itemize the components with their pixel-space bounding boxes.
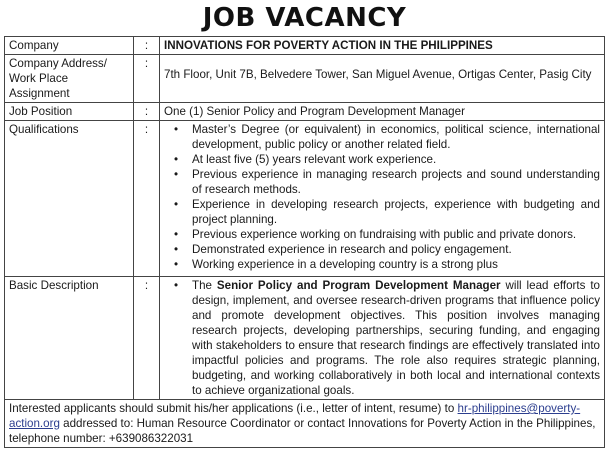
company-label: Company xyxy=(5,37,134,55)
address-label: Company Address/ Work Place Assignment xyxy=(5,55,134,103)
qualifications-colon: : xyxy=(134,121,160,277)
description-text: will lead efforts to design, implement, and oversee research-driven programs that influence policy and promote development objectives. This position involves managing research projects, developing partnerships, securing funding, and engaging with stakeholders to ensure that research findings are effectively translated into impactful policies and programs. The role also requires strategic planning, budgeting, and working collaboratively in both local and international contexts to achieve organizational goals. xyxy=(192,279,600,397)
bullet-icon: • xyxy=(174,168,179,181)
footer-after: addressed to: Human Resource Coordinator or contact Innovations for Poverty Action in the Philippines, telephone number: +639086322031 xyxy=(9,417,596,445)
qualifications-label: Qualifications xyxy=(5,121,134,277)
description-row xyxy=(5,277,605,400)
address-colon: : xyxy=(134,55,160,103)
footer-row xyxy=(5,400,605,448)
qualification-item: • Master’s Degree (or equivalent) in economics, political science, international development, public policy or another related field. xyxy=(174,123,600,151)
position-colon: : xyxy=(134,103,160,121)
description-value xyxy=(160,277,605,400)
application-instructions xyxy=(5,400,605,448)
qualifications-list xyxy=(164,122,600,275)
description-role: Senior Policy and Program Development Manager xyxy=(216,279,501,292)
bullet-icon: • xyxy=(174,258,179,271)
description-paragraph xyxy=(164,278,600,398)
description-label: Basic Description xyxy=(5,277,134,400)
bullet-icon: • xyxy=(174,123,179,136)
bullet-icon: • xyxy=(174,153,179,166)
hr-email-link[interactable]: hr-philippines@poverty-action.org xyxy=(9,402,581,430)
description-intro: The xyxy=(192,279,212,292)
qualification-item: • Working experience in a developing country is a strong plus xyxy=(174,258,498,271)
qualification-item: • Experience in developing research projects, experience with budgeting and project planning. xyxy=(174,198,600,226)
qualification-item: • At least five (5) years relevant work experience. xyxy=(174,153,437,166)
qualifications-value xyxy=(160,121,605,277)
description-colon: : xyxy=(134,277,160,400)
qualification-item: • Previous experience working on fundraising with public and private donors. xyxy=(174,228,577,241)
company-colon: : xyxy=(134,37,160,55)
bullet-icon: • xyxy=(174,228,179,241)
vacancy-table xyxy=(4,36,605,448)
position-value: One (1) Senior Policy and Program Development Manager xyxy=(160,103,605,121)
address-row xyxy=(5,55,605,103)
company-value: INNOVATIONS FOR POVERTY ACTION IN THE PHILIPPINES xyxy=(160,37,605,55)
qualification-item: • Demonstrated experience in research and policy engagement. xyxy=(174,243,512,256)
position-label: Job Position xyxy=(5,103,134,121)
position-row xyxy=(5,103,605,121)
bullet-icon: • xyxy=(174,279,179,292)
page-title: JOB VACANCY xyxy=(202,3,407,33)
company-row xyxy=(5,37,605,55)
bullet-icon: • xyxy=(174,198,179,211)
footer-before: Interested applicants should submit his/her applications (i.e., letter of intent, resume) to xyxy=(9,402,455,415)
address-value: 7th Floor, Unit 7B, Belvedere Tower, San Miguel Avenue, Ortigas Center, Pasig City xyxy=(160,55,605,103)
qualifications-row xyxy=(5,121,605,277)
qualification-item: • Previous experience in managing research projects and sound understanding of research methods. xyxy=(174,168,600,196)
bullet-icon: • xyxy=(174,243,179,256)
